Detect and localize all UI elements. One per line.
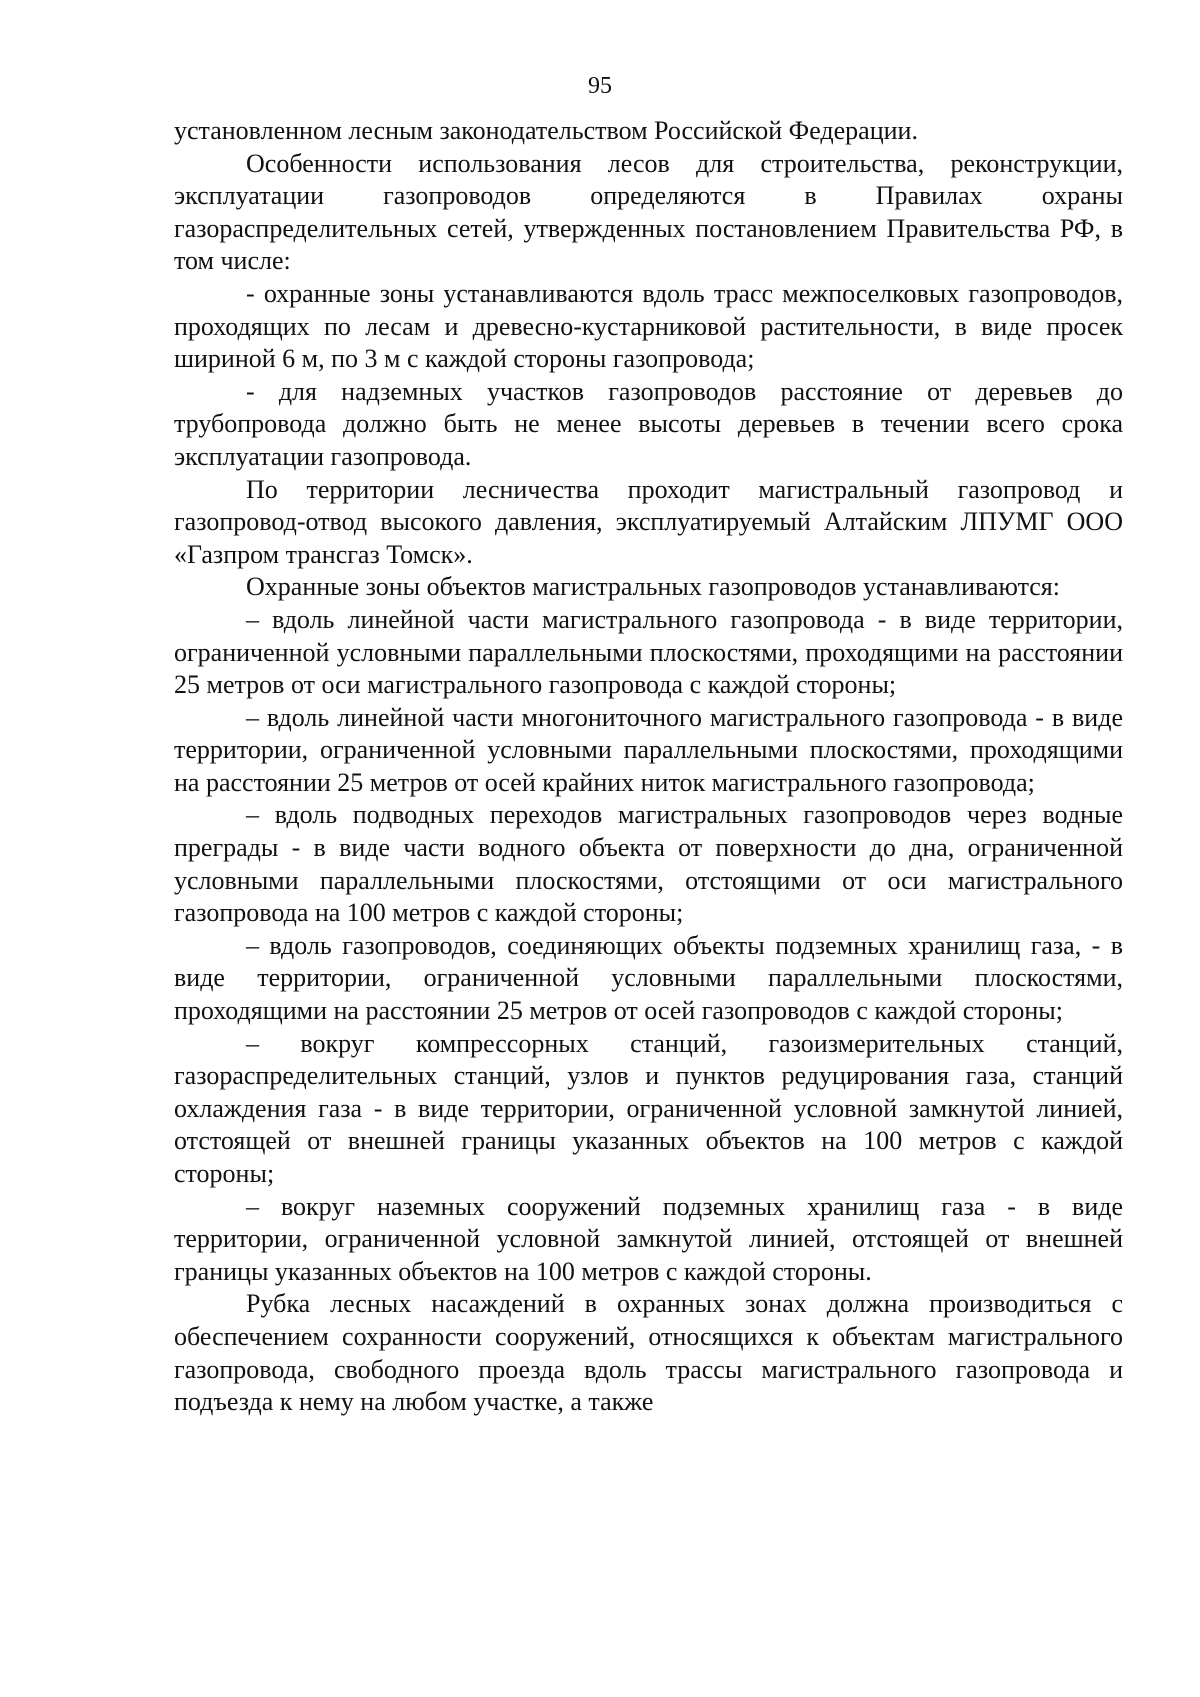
paragraph-logging: Рубка лесных насаждений в охранных зонах должна производиться с обеспечением сохранности сооружений, относящихся к объектам магистрального газопровода, свободного проезда вдоль трассы магистрального газопровода и подъезда к нему на любом участке, а также <box>174 1289 1123 1417</box>
list-item-storage-pipelines: – вдоль газопроводов, соединяющих объекты подземных хранилищ газа, - в виде территории, ограниченной условными параллельными плоскостями, проходящими на расстоянии 25 метров от осей газопроводов с каждой стороны; <box>174 930 1123 1026</box>
list-item-underwater: – вдоль подводных переходов магистральных газопроводов через водные преграды - в виде части водного объекта от поверхности до дна, ограниченной условными параллельными плоскостями, отстоящими от оси магистрального газопровода на 100 метров с каждой стороны; <box>174 800 1123 928</box>
list-item-surface-structures: – вокруг наземных сооружений подземных хранилищ газа - в виде территории, ограниченной условной замкнутой линией, отстоящей от внешней границы указанных объектов на 100 метров с каждой стороны. <box>174 1191 1123 1286</box>
list-item-protection-zones: - охранные зоны устанавливаются вдоль трасс межпоселковых газопроводов, проходящих по лесам и древесно-кустарниковой растительности, в виде просек шириной 6 м, по 3 м с каждой стороны газопровода; <box>174 278 1123 374</box>
document-body <box>174 115 1123 1419</box>
list-item-multi-line: – вдоль линейной части многониточного магистрального газопровода - в виде территории, ограниченной условными параллельными плоскостями, проходящими на расстоянии 25 метров от осей крайних ниток магистрального газопровода; <box>174 702 1123 797</box>
paragraph-main-pipeline: По территории лесничества проходит магистральный газопровод и газопровод-отвод высокого давления, эксплуатируемый Алтайским ЛПУМГ ООО «Газпром трансгаз Томск». <box>174 474 1123 569</box>
paragraph-continuation: установленном лесным законодательством Российской Федерации. <box>174 116 918 145</box>
paragraph-zones-intro: Охранные зоны объектов магистральных газопроводов устанавливаются: <box>246 572 1060 602</box>
paragraph-gas-pipeline-rules: Особенности использования лесов для строительства, реконструкции, эксплуатации газопроводов определяются в Правилах охраны газораспределительных сетей, утвержденных постановлением Правительства РФ, в том числе: <box>174 148 1123 276</box>
list-item-linear-part: – вдоль линейной части магистрального газопровода - в виде территории, ограниченной условными параллельными плоскостями, проходящими на расстоянии 25 метров от оси магистрального газопровода с каждой стороны; <box>174 604 1123 700</box>
page-number: 95 <box>588 73 612 99</box>
list-item-stations: – вокруг компрессорных станций, газоизмерительных станций, газораспределительных станций, узлов и пунктов редуцирования газа, станций охлаждения газа - в виде территории, ограниченной условной замкнутой линией, отстоящей от внешней границы указанных объектов на 100 метров с каждой стороны; <box>174 1028 1123 1188</box>
list-item-above-ground: - для надземных участков газопроводов расстояние от деревьев до трубопровода должно быть не менее высоты деревьев в течении всего срока эксплуатации газопровода. <box>174 376 1123 471</box>
